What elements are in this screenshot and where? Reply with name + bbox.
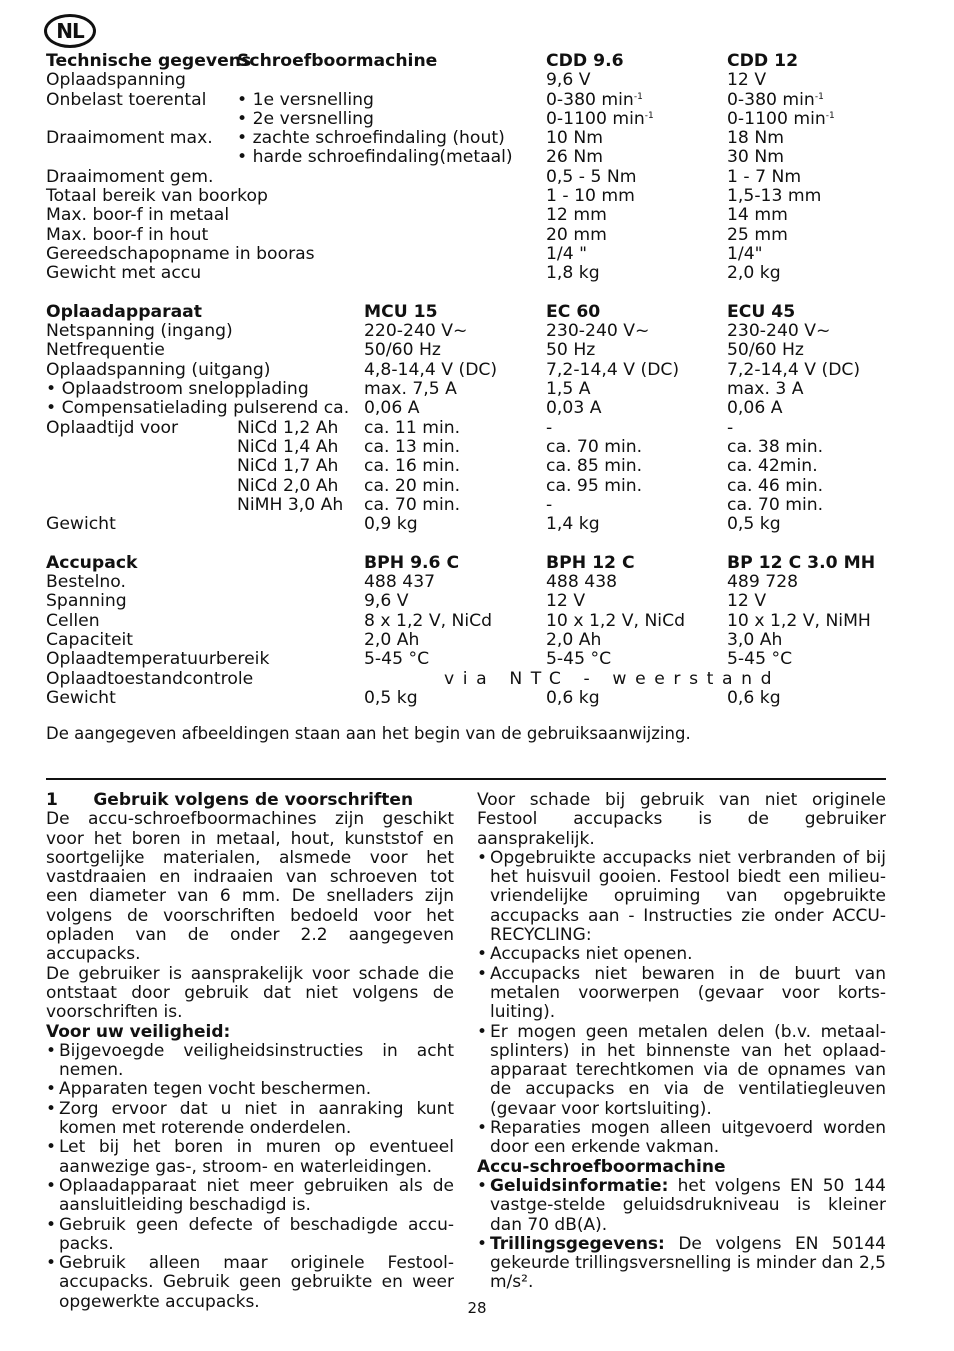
left-column [46, 791, 454, 1312]
spec-cell: 9,6 V [546, 70, 591, 91]
spec-cell: 8 x 1,2 V, NiCd [364, 610, 493, 631]
spec-cell: ca. 38 min. [727, 436, 824, 457]
spec-cell: • zachte schroefindaling (hout) [237, 128, 505, 149]
spec-cell: Oplaadapparaat [46, 301, 202, 322]
spec-gap [46, 284, 896, 303]
spec-cell: 0,06 A [727, 398, 783, 419]
spec-cell: 3,0 Ah [727, 629, 783, 650]
language-badge: NL [44, 14, 96, 48]
spec-cell: ca. 85 min. [546, 456, 643, 477]
spec-section-header [46, 554, 896, 573]
paragraph: De accu-schroefboormachines zijn geschikt voor het boren in metaal, hout, kunststof en soortgelijke materialen, alsmede voor het vastdraaien en indraaien van schroeven tot een diameter van 6 mm. De snelladers zijn volgens de voorschriften bedoeld voor het opladen van de onder 2.2 aangegeven accupacks. [46, 809, 454, 965]
spec-cell: Cellen [46, 610, 100, 631]
spec-cell: NiMH 3,0 Ah [237, 494, 344, 515]
spec-cell: NiCd 1,2 Ah [237, 417, 339, 438]
spec-row [46, 245, 896, 264]
spec-cell: Spanning [46, 591, 127, 612]
spec-row [46, 515, 896, 534]
spec-cell: 230-240 V~ [546, 321, 650, 342]
bullet-item: • Reparaties mogen alleen uitgevoerd worden door een erkende vakman. [477, 1119, 886, 1158]
spec-row [46, 612, 896, 631]
spec-cell: ca. 11 min. [364, 417, 461, 438]
spec-row [46, 168, 896, 187]
bullet-item: • Apparaten tegen vocht beschermen. [46, 1080, 454, 1099]
spec-cell: Oplaadspanning (uitgang) [46, 359, 271, 380]
spec-cell: BP 12 C 3.0 MH [727, 552, 876, 573]
spec-cell: 1/4" [727, 243, 763, 264]
spec-cell: 10 x 1,2 V, NiMH [727, 610, 871, 631]
spec-cell: 1/4 " [546, 243, 588, 264]
spec-cell: 489 728 [727, 572, 799, 593]
figure-note: De aangegeven afbeeldingen staan aan het begin van de gebruiksaanwijzing. [46, 724, 691, 743]
bullet-item: • Let bij het boren in muren op eventueel aanwezige gas-, stroom- en waterleidingen. [46, 1138, 454, 1177]
spec-cell: 12 V [727, 70, 767, 91]
section-heading: Voor uw veiligheid: [46, 1021, 231, 1042]
spec-cell: CDD 12 [727, 51, 799, 71]
spec-cell: max. 7,5 A [364, 379, 457, 400]
spec-section-header [46, 52, 896, 71]
spec-cell: 5-45 °C [546, 649, 612, 670]
paragraph: Voor schade bij gebruik van niet originele Festool accupacks is de gebruiker aansprakelijk. [477, 790, 886, 849]
spec-cell: Capaciteit [46, 629, 134, 650]
spec-cell: Netspanning (ingang) [46, 321, 233, 342]
spec-row [46, 361, 896, 380]
spec-cell: 10 x 1,2 V, NiCd [546, 610, 685, 631]
spec-cell: Gewicht [46, 687, 116, 708]
spec-cell: Oplaadtoestandcontrole [46, 668, 254, 689]
bullet-item: • Oplaadapparaat niet meer gebruiken als de aansluitleiding beschadigd is. [46, 1177, 454, 1216]
spec-cell: 1 - 10 mm [546, 186, 635, 207]
spec-cell: 0,06 A [364, 398, 420, 419]
spec-cell: CDD 9.6 [546, 51, 624, 71]
spec-cell: NiCd 1,4 Ah [237, 436, 339, 457]
spec-cell: 9,6 V [364, 591, 409, 612]
spec-row [46, 129, 896, 148]
spec-cell: 50/60 Hz [364, 340, 441, 361]
spec-cell: 25 mm [727, 224, 788, 245]
spec-row [46, 457, 896, 476]
spec-cell: 0-1100 $\min^{-1}$ [546, 108, 654, 129]
spec-row [46, 322, 896, 341]
paragraph: De gebruiker is aansprakelijk voor schade die ontstaat door gebruik dat niet volgens de voorschriften is. [46, 963, 454, 1023]
spec-cell: Technische gegevens [46, 51, 252, 71]
spec-row [46, 650, 896, 669]
section-heading: Accu-schroefboormachine [477, 1156, 726, 1177]
spec-cell: 1,5 A [546, 379, 591, 400]
spec-cell: Oplaadtijd voor [46, 417, 179, 438]
spec-cell: 0,6 kg [546, 687, 600, 708]
spec-row [46, 187, 896, 206]
spec-row [46, 71, 896, 90]
spec-cell: 5-45 °C [727, 649, 793, 670]
spec-cell: 1,5-13 mm [727, 186, 822, 207]
spec-cell: 0,5 kg [727, 514, 781, 535]
spec-cell: 1,8 kg [546, 263, 600, 284]
spec-cell: 12 V [727, 591, 767, 612]
spec-cell: EC 60 [546, 301, 601, 322]
spec-cell: NiCd 2,0 Ah [237, 475, 339, 496]
spec-cell: 0,9 kg [364, 514, 418, 535]
spec-row [46, 226, 896, 245]
spec-cell: 2,0 Ah [364, 629, 420, 650]
spec-cell: 30 Nm [727, 147, 784, 168]
bullet-item: • Er mogen geen metalen delen (b.v. metaal-splinters) in het binnenste van het oplaad-apparaat terechtkomen via de opnames van de accupacks en via de ventilatiegleuven (gevaar voor kortsluiting). [477, 1023, 886, 1119]
spec-cell: 0,03 A [546, 398, 602, 419]
spec-cell: BPH 12 C [546, 552, 635, 573]
spec-cell: Bestelno. [46, 572, 126, 593]
spec-cell: 220-240 V~ [364, 321, 468, 342]
bullet-item: • Geluidsinformatie: het volgens EN 50 144 vastge-stelde geluidsdrukniveau is kleiner dan 70 dB(A). [477, 1177, 886, 1235]
spec-cell: BPH 9.6 C [364, 552, 460, 573]
bullet-item: • Gebruik alleen maar originele Festool-accupacks. Gebruik geen gebruikte en weer opgewerkte accupacks. [46, 1254, 454, 1312]
section-divider [46, 778, 886, 780]
spec-cell: 50/60 Hz [727, 340, 804, 361]
spec-cell: - [727, 417, 734, 438]
bullet-item: • Zorg ervoor dat u niet in aanraking kunt komen met roterende onderdelen. [46, 1100, 454, 1139]
section-heading: 1 Gebruik volgens de voorschriften [46, 790, 414, 810]
spec-cell: 488 438 [546, 572, 618, 593]
spec-cell: • Compensatielading pulserend ca. [46, 398, 350, 419]
spec-cell: ca. 70 min. [727, 494, 824, 515]
spec-cell: 12 mm [546, 205, 607, 226]
spec-cell: max. 3 A [727, 379, 804, 400]
spec-cell: 2,0 Ah [546, 629, 602, 650]
right-column [477, 791, 886, 1293]
spec-cell: 7,2-14,4 V (DC) [727, 359, 861, 380]
spec-cell: Max. boor-f in hout [46, 224, 209, 245]
spec-cell: ca. 20 min. [364, 475, 461, 496]
spec-row [46, 573, 896, 592]
spec-cell: ca. 16 min. [364, 456, 461, 477]
spec-cell: Gereedschapopname in booras [46, 243, 315, 264]
spec-cell: Schroefboormachine [237, 51, 438, 71]
spec-cell: Accupack [46, 552, 138, 573]
spec-cell: 0-380 $\min^{-1}$ [546, 89, 643, 110]
spec-row [46, 399, 896, 418]
bullet-item: • Accupacks niet openen. [477, 945, 886, 964]
spec-cell: Gewicht met accu [46, 263, 202, 284]
spec-cell: 50 Hz [546, 340, 596, 361]
spec-cell: Draaimoment gem. [46, 166, 214, 187]
spec-cell: ca. 46 min. [727, 475, 824, 496]
spec-section-header [46, 303, 896, 322]
spec-row [46, 380, 896, 399]
spec-cell: 2,0 kg [727, 263, 781, 284]
bullet-item: • Trillingsgegevens: De volgens EN 50144 gekeurde trillingsversnelling is minder dan 2,5 m/s². [477, 1235, 886, 1293]
spec-cell: - [546, 494, 553, 515]
bullet-item: • Bijgevoegde veiligheidsinstructies in acht nemen. [46, 1042, 454, 1081]
spec-cell: Oplaadtemperatuurbereik [46, 649, 270, 670]
spec-cell: ca. 70 min. [364, 494, 461, 515]
spec-cell: 4,8-14,4 V (DC) [364, 359, 498, 380]
spec-row [46, 631, 896, 650]
spec-cell: - [546, 417, 553, 438]
spec-cell: ca. 42min. [727, 456, 818, 477]
spec-cell: 10 Nm [546, 128, 603, 149]
spec-cell: • 2e versnelling [237, 108, 374, 129]
spec-cell: 0,5 - 5 Nm [546, 166, 637, 187]
spec-cell: • harde schroefindaling(metaal) [237, 147, 513, 168]
spec-cell: via NTC - weerstand [444, 668, 781, 689]
spec-cell: Totaal bereik van boorkop [46, 186, 268, 207]
spec-cell: 0-1100 $\min^{-1}$ [727, 108, 835, 129]
spec-cell: 488 437 [364, 572, 436, 593]
spec-cell: MCU 15 [364, 301, 438, 322]
spec-row [46, 148, 896, 167]
page-number: 28 [467, 1299, 487, 1317]
spec-cell: 26 Nm [546, 147, 603, 168]
spec-cell: 20 mm [546, 224, 607, 245]
spec-cell: Max. boor-f in metaal [46, 205, 230, 226]
spec-row [46, 438, 896, 457]
spec-row [46, 592, 896, 611]
spec-row [46, 419, 896, 438]
spec-cell: ca. 13 min. [364, 436, 461, 457]
spec-cell: 0,6 kg [727, 687, 781, 708]
spec-cell: 1 - 7 Nm [727, 166, 802, 187]
spec-cell: NiCd 1,7 Ah [237, 456, 339, 477]
spec-row [46, 206, 896, 225]
spec-row [46, 689, 896, 708]
spec-cell: 1,4 kg [546, 514, 600, 535]
bullet-item: • Accupacks niet bewaren in de buurt van metalen voorwerpen (gevaar voor korts-luiting). [477, 965, 886, 1023]
spec-cell: 230-240 V~ [727, 321, 831, 342]
bullet-item: • Gebruik geen defecte of beschadigde accu-packs. [46, 1216, 454, 1255]
spec-cell: • 1e versnelling [237, 89, 374, 110]
spec-gap [46, 534, 896, 553]
spec-cell: • Oplaadstroom snelopplading [46, 379, 309, 400]
spec-row [46, 91, 896, 110]
spec-cell: Netfrequentie [46, 340, 165, 361]
spec-row [46, 341, 896, 360]
spec-cell: Onbelast toerental [46, 89, 207, 110]
spec-row [46, 110, 896, 129]
spec-table [46, 52, 896, 708]
spec-cell: ca. 95 min. [546, 475, 643, 496]
spec-cell: 7,2-14,4 V (DC) [546, 359, 680, 380]
spec-cell: 18 Nm [727, 128, 784, 149]
spec-cell: Oplaadspanning [46, 70, 186, 91]
spec-cell: ca. 70 min. [546, 436, 643, 457]
spec-cell: 5-45 °C [364, 649, 430, 670]
spec-cell: ECU 45 [727, 301, 796, 322]
spec-cell: Gewicht [46, 514, 116, 535]
spec-row [46, 670, 896, 689]
spec-row [46, 496, 896, 515]
bullet-item: • Opgebruikte accupacks niet verbranden of bij het huisvuil gooien. Festool biedt een milieu-vriendelijke opruiming van opgebruikte accupacks aan - Instructies zie onder ACCU-RECYCLING: [477, 849, 886, 945]
spec-row [46, 264, 896, 283]
spec-cell: 0,5 kg [364, 687, 418, 708]
spec-cell: 14 mm [727, 205, 788, 226]
spec-row [46, 477, 896, 496]
spec-cell: 12 V [546, 591, 586, 612]
spec-cell: Draaimoment max. [46, 128, 213, 149]
spec-cell: 0-380 $\min^{-1}$ [727, 89, 824, 110]
